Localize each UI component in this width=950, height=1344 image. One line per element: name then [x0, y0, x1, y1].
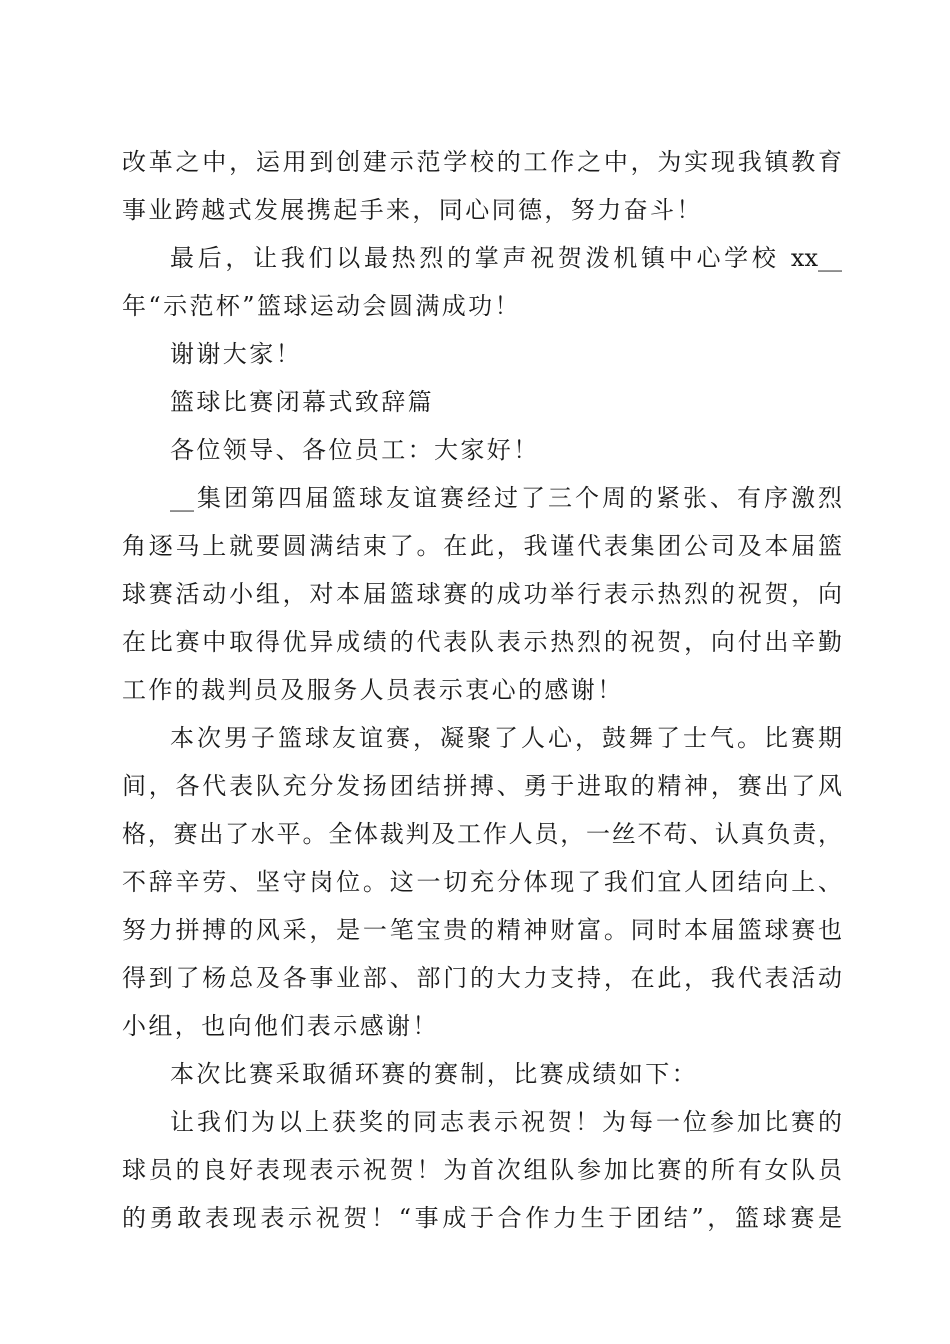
text-line: 格，赛出了水平。全体裁判及工作人员，一丝不苟、认真负责， [122, 820, 842, 848]
text-line: 间，各代表队充分发扬团结拼搏、勇于进取的精神，赛出了风 [122, 772, 842, 800]
text-line: 的勇敢表现表示祝贺！“事成于合作力生于团结”，篮球赛是 [122, 1204, 842, 1232]
text-line: 谢谢大家！ [170, 340, 302, 368]
text-line: 努力拼搏的风采，是一笔宝贵的精神财富。同时本届篮球赛也 [122, 916, 842, 944]
text-line: 不辞辛劳、坚守岗位。这一切充分体现了我们宜人团结向上、 [122, 868, 842, 896]
text-line: 让我们为以上获奖的同志表示祝贺！为每一位参加比赛的 [170, 1108, 842, 1136]
text-line: 在比赛中取得优异成绩的代表队表示热烈的祝贺，向付出辛勤 [122, 628, 842, 656]
text-line: 本次比赛采取循环赛的赛制，比赛成绩如下： [170, 1060, 698, 1088]
text-line: 工作的裁判员及服务人员表示衷心的感谢！ [122, 676, 624, 704]
text-line: 各位领导、各位员工：大家好！ [170, 436, 540, 464]
text-line: 最后，让我们以最热烈的掌声祝贺泼机镇中心学校 xx__ [170, 244, 842, 272]
text-line: 改革之中，运用到创建示范学校的工作之中，为实现我镇教育 [122, 148, 842, 176]
text-line: 小组，也向他们表示感谢！ [122, 1012, 439, 1040]
text-line: __集团第四届篮球友谊赛经过了三个周的紧张、有序激烈 [170, 484, 842, 512]
section-heading: 篮球比赛闭幕式致辞篇 [170, 388, 434, 416]
text-line: 得到了杨总及各事业部、部门的大力支持，在此，我代表活动 [122, 964, 842, 992]
text-line: 角逐马上就要圆满结束了。在此，我谨代表集团公司及本届篮 [122, 532, 842, 560]
text-line: 球赛活动小组，对本届篮球赛的成功举行表示热烈的祝贺，向 [122, 580, 842, 608]
text-line: 球员的良好表现表示祝贺！为首次组队参加比赛的所有女队员 [122, 1156, 842, 1184]
text-line: 本次男子篮球友谊赛，凝聚了人心，鼓舞了士气。比赛期 [170, 724, 842, 752]
text-line: 年“示范杯”篮球运动会圆满成功！ [122, 292, 521, 320]
text-line: 事业跨越式发展携起手来，同心同德，努力奋斗！ [122, 196, 703, 224]
